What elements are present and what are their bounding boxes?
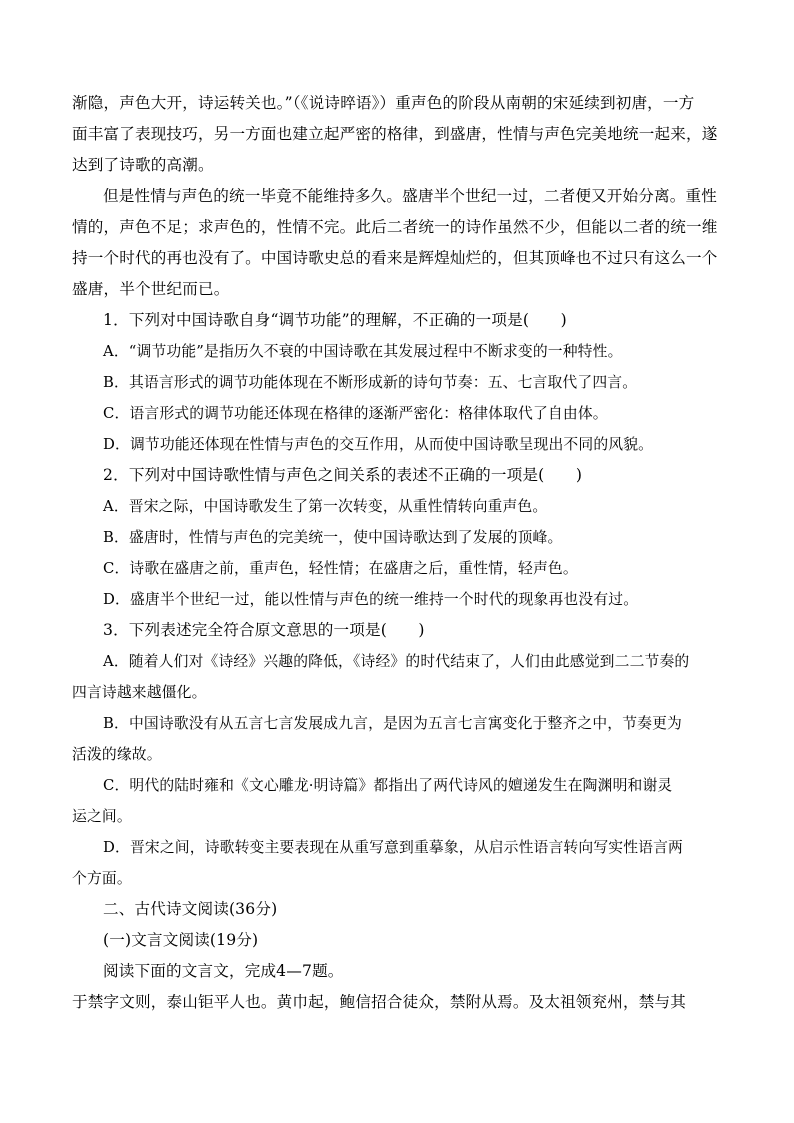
document-page (72, 88, 724, 1018)
classical-text-line-1: 于禁字文则，泰山钜平人也。黄巾起，鲍信招合徒众，禁附从焉。及太祖领兖州，禁与其 (72, 993, 687, 1011)
text-line-4: 但是性情与声色的统一毕竟不能维持多久。盛唐半个世纪一过，二者便又开始分离。重性 (103, 187, 718, 205)
question-3-option-c-cont: 运之间。 (72, 808, 132, 825)
question-1-option-c: C．语言形式的调节功能还体现在格律的逐渐严密化：格律体取代了自由体。 (103, 405, 608, 422)
question-2-option-b: B．盛唐时，性情与声色的完美统一，使中国诗歌达到了发展的顶峰。 (103, 529, 563, 546)
question-3-option-b: B．中国诗歌没有从五言七言发展成九言，是因为五言七言寓变化于整齐之中，节奏更为 (103, 715, 683, 732)
question-3-option-d-cont: 个方面。 (72, 870, 132, 887)
question-2: 2．下列对中国诗歌性情与声色之间关系的表述不正确的一项是( ) (103, 466, 583, 484)
question-3-option-c: C．明代的陆时雍和《文心雕龙·明诗篇》都指出了两代诗风的嬗递发生在陶渊明和谢灵 (103, 777, 673, 794)
question-3-option-a-cont: 四言诗越来越僵化。 (72, 684, 207, 701)
reading-instruction: 阅读下面的文言文，完成4—7题。 (103, 962, 344, 980)
question-1-option-b: B．其语言形式的调节功能体现在不断形成新的诗句节奏：五、七言取代了四言。 (103, 374, 638, 391)
section-heading: 二、古代诗文阅读(36分) (103, 900, 278, 918)
question-2-option-d: D．盛唐半个世纪一过，能以性情与声色的统一维持一个时代的现象再也没有过。 (103, 591, 639, 608)
text-line-3: 达到了诗歌的高潮。 (72, 156, 214, 174)
question-1: 1．下列对中国诗歌自身“调节功能”的理解，不正确的一项是( ) (103, 311, 567, 329)
question-3: 3．下列表述完全符合原文意思的一项是( ) (103, 621, 425, 639)
text-line-1: 渐隐，声色大开，诗运转关也。”（《说诗晬语》）重声色的阶段从南朝的宋延续到初唐，一方 (72, 94, 695, 112)
question-2-option-c: C．诗歌在盛唐之前，重声色，轻性情；在盛唐之后，重性情，轻声色。 (103, 560, 578, 577)
question-2-option-a: A．晋宋之际，中国诗歌发生了第一次转变，从重性情转向重声色。 (103, 498, 548, 515)
text-line-7: 盛唐，半个世纪而已。 (72, 280, 230, 298)
question-3-option-d: D．晋宋之间，诗歌转变主要表现在从重写意到重摹象，从启示性语言转向写实性语言两 (103, 839, 683, 856)
question-3-option-b-cont: 活泼的缘故。 (72, 746, 162, 763)
question-1-option-a: A．“调节功能”是指历久不衰的中国诗歌在其发展过程中不断求变的一种特性。 (103, 343, 623, 360)
question-1-option-d: D．调节功能还体现在性情与声色的交互作用，从而使中国诗歌呈现出不同的风貌。 (103, 436, 654, 453)
text-line-5: 情的，声色不足；求声色的，性情不完。此后二者统一的诗作虽然不少，但能以二者的统一维 (72, 218, 718, 236)
subsection-heading: (一)文言文阅读(19分) (103, 931, 259, 949)
question-3-option-a: A．随着人们对《诗经》兴趣的降低，《诗经》的时代结束了，人们由此感觉到二二节奏的 (103, 653, 690, 670)
text-line-6: 持一个时代的再也没有了。中国诗歌史总的看来是辉煌灿烂的，但其顶峰也不过只有这么一个 (72, 249, 718, 267)
text-line-2: 面丰富了表现技巧，另一方面也建立起严密的格律，到盛唐，性情与声色完美地统一起来，遂 (72, 125, 718, 143)
